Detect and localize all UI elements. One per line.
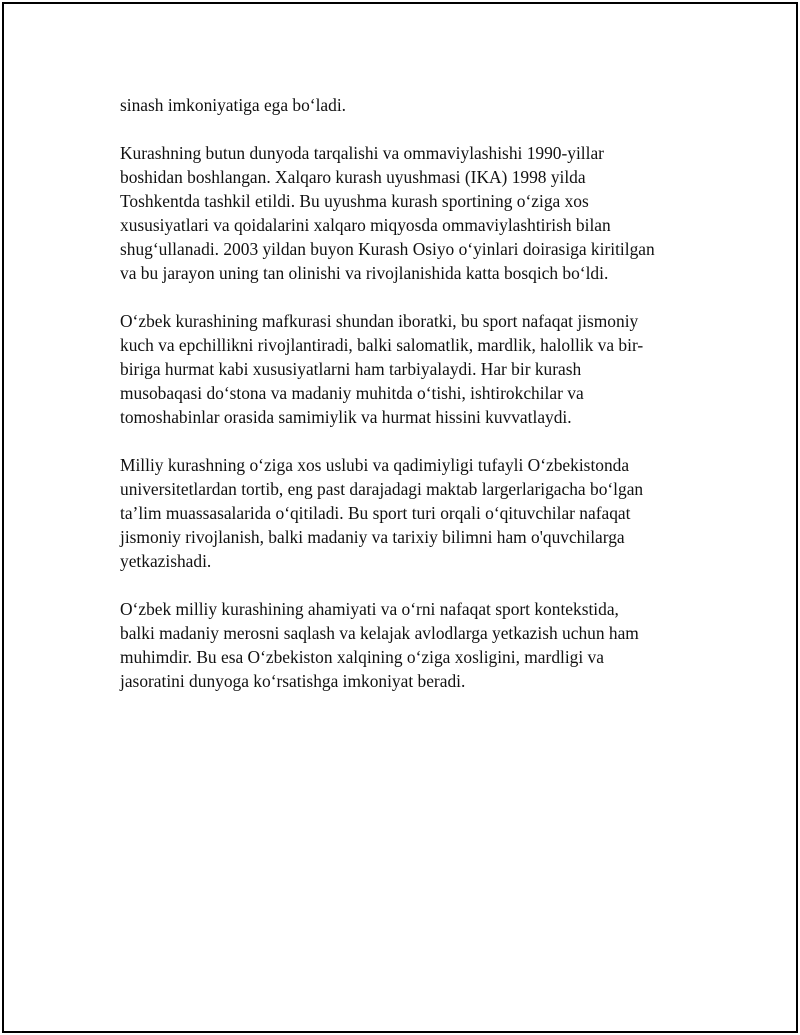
paragraph-5: O‘zbek milliy kurashining ahamiyati va o‘rni nafaqat sport kontekstida, balki madaniy merosni saqlash va kelajak avlodlarga yetkazish uchun ham muhimdir. Bu esa O‘zbekiston xalqining o‘ziga xosligini, mardligi va jasoratini dunyoga ko‘rsatishga imkoniyat beradi. (120, 599, 639, 691)
page-frame (2, 2, 798, 1033)
paragraph-4: Milliy kurashning o‘ziga xos uslubi va qadimiyligi tufayli O‘zbekistonda universitetlardan tortib, eng past darajadagi maktab largerlarigacha bo‘lgan ta’lim muassasalarida o‘qitiladi. Bu sport turi orqali o‘qituvchilar nafaqat jismoniy rivojlanish, balki madaniy va tarixiy bilimni ham o'quvchilarga yetkazishadi. (120, 455, 644, 571)
paragraph-2: Kurashning butun dunyoda tarqalishi va ommaviylashishi 1990-yillar boshidan boshlangan. Xalqaro kurash uyushmasi (IKA) 1998 yilda Toshkentda tashkil etildi. Bu uyushma kurash sportining o‘ziga xos xususiyatlari va qoidalarini xalqaro miqyosda ommaviylashtirish bilan shug‘ullanadi. 2003 yildan buyon Kurash Osiyo o‘yinlari doirasiga kiritilgan va bu jarayon uning tan olinishi va rivojlanishida katta bosqich bo‘ldi. (120, 143, 655, 283)
paragraph-1: sinash imkoniyatiga ega bo‘ladi. (120, 95, 347, 115)
paragraph-3: O‘zbek kurashining mafkurasi shundan iboratki, bu sport nafaqat jismoniy kuch va epchillikni rivojlantiradi, balki salomatlik, mardlik, halollik va bir- biriga hurmat kabi xususiyatlarni ham tarbiyalaydi. Har bir kurash musobaqasi do‘stona va madaniy muhitda o‘tishi, ishtirokchilar va tomoshabinlar orasida samimiylik va hurmat hissini kuvvatlaydi. (120, 311, 644, 427)
page-body (120, 93, 700, 717)
